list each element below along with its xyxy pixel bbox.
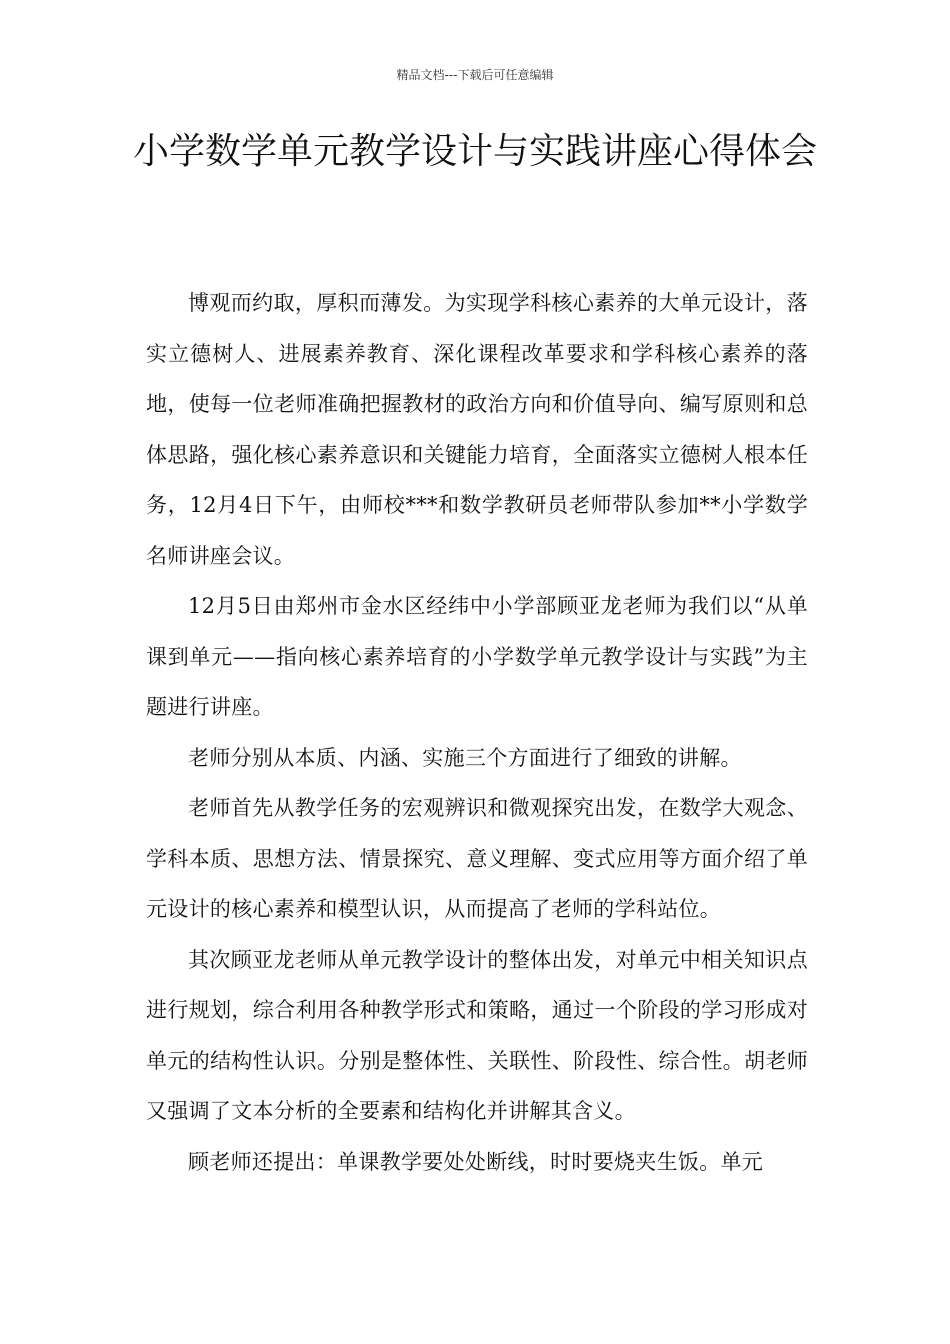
document-title: 小学数学单元教学设计与实践讲座心得体会 [132, 131, 817, 172]
body-paragraph-3: 老师分别从本质、内涵、实施三个方面进行了细致的讲解。 [188, 745, 742, 770]
document-header-note: 精品文档---下载后可任意编辑 [396, 68, 554, 82]
document-body [146, 278, 808, 1187]
body-paragraph-2: 12月5日由郑州市金水区经纬中小学部顾亚龙老师为我们以“从单课到单元——指向核心素养培育的小学数学单元教学设计与实践”为主题进行讲座。 [146, 594, 808, 719]
body-paragraph-4: 老师首先从教学任务的宏观辨识和微观探究出发，在数学大观念、学科本质、思想方法、情景探究、意义理解、变式应用等方面介绍了单元设计的核心素养和模型认识，从而提高了老师的学科站位。 [146, 796, 808, 921]
body-paragraph-5: 其次顾亚龙老师从单元教学设计的整体出发，对单元中相关知识点进行规划，综合利用各种教学形式和策略，通过一个阶段的学习形成对单元的结构性认识。分别是整体性、关联性、阶段性、综合性。胡老师又强调了文本分析的全要素和结构化并讲解其含义。 [146, 947, 808, 1123]
body-paragraph-1: 博观而约取，厚积而薄发。为实现学科核心素养的大单元设计，落实立德树人、进展素养教育、深化课程改革要求和学科核心素养的落地，使每一位老师准确把握教材的政治方向和价值导向、编写原则和总体思路，强化核心素养意识和关键能力培育，全面落实立德树人根本任务，12月4日下午，由师校***和数学教研员老师带队参加**小学数学名师讲座会议。 [146, 291, 808, 568]
body-paragraph-6: 顾老师还提出：单课教学要处处断线，时时要烧夹生饭。单元 [188, 1149, 764, 1174]
